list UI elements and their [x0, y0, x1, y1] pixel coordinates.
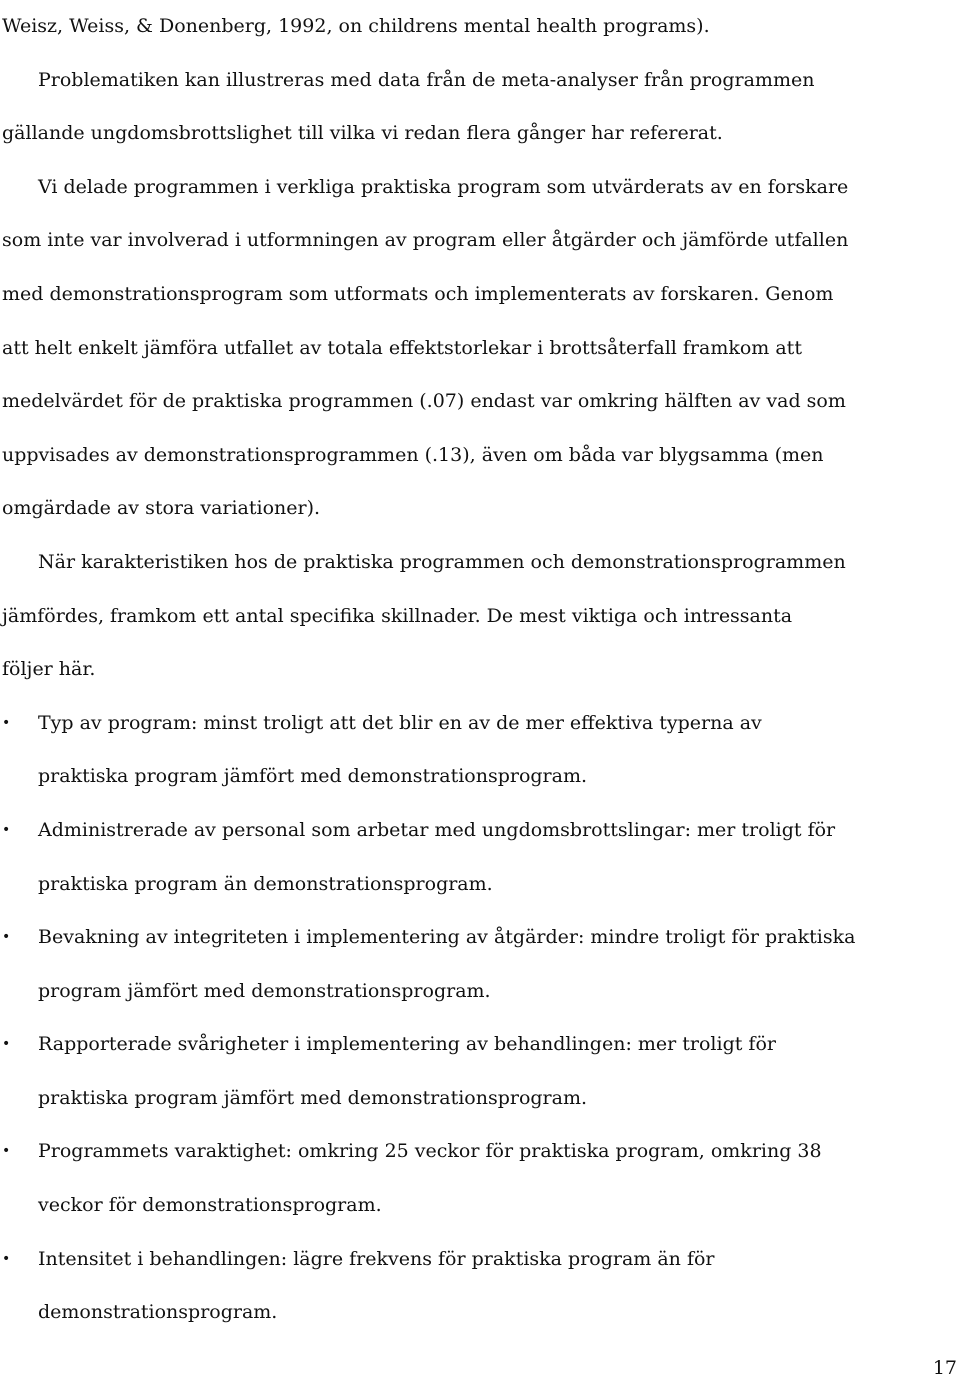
bullet-icon: •	[2, 1250, 11, 1267]
list-item-text: Intensitet i behandlingen: lägre frekvens för praktiska program än för	[38, 1247, 715, 1270]
list-item-line	[2, 750, 958, 804]
list-item	[2, 1233, 958, 1340]
list-item-line	[2, 1286, 958, 1340]
text-line: följer här.	[2, 658, 96, 681]
list-item-text: praktiska program jämfört med demonstrationsprogram.	[38, 1086, 588, 1109]
text-line: När karakteristiken hos de praktiska programmen och demonstrationsprogrammen	[38, 550, 846, 573]
list-item-text: Typ av program: minst troligt att det blir en av de mer effektiva typerna av	[38, 711, 762, 734]
bullet-icon: •	[2, 1036, 11, 1053]
bullet-icon: •	[2, 714, 11, 731]
text-line: jämfördes, framkom ett antal specifika skillnader. De mest viktiga och intressanta	[2, 604, 793, 627]
list-item-text: Rapporterade svårigheter i implementering av behandlingen: mer troligt för	[38, 1033, 776, 1056]
list-item-text: program jämfört med demonstrationsprogram.	[38, 979, 491, 1002]
list-item-line	[2, 1233, 958, 1287]
text-line: med demonstrationsprogram som utformats och implementerats av forskaren. Genom	[2, 282, 834, 305]
list-item-text: Bevakning av integriteten i implementering av åtgärder: mindre troligt för praktiska	[38, 926, 856, 949]
list-item-text: demonstrationsprogram.	[38, 1301, 278, 1324]
list-item-text: veckor för demonstrationsprogram.	[38, 1194, 382, 1217]
list-item-line	[2, 1018, 958, 1072]
list-item-line	[2, 804, 958, 858]
list-item	[2, 697, 958, 804]
text-line: som inte var involverad i utformningen av program eller åtgärder och jämförde utfallen	[2, 229, 849, 252]
list-item-line	[2, 697, 958, 751]
list-item-text: praktiska program jämfört med demonstrationsprogram.	[38, 765, 588, 788]
list-item-line	[2, 1179, 958, 1233]
bullet-icon: •	[2, 821, 11, 838]
text-line: medelvärdet för de praktiska programmen (.07) endast var omkring hälften av vad som	[2, 390, 846, 413]
text-line: Problematiken kan illustreras med data från de meta-analyser från programmen	[38, 68, 815, 91]
bullet-list	[2, 697, 958, 1340]
list-item-text: Administrerade av personal som arbetar med ungdomsbrottslingar: mer troligt för	[38, 818, 836, 841]
list-item-line	[2, 1125, 958, 1179]
text-line: uppvisades av demonstrationsprogrammen (.13), även om båda var blygsamma (men	[2, 443, 824, 466]
page-number: 17	[932, 1357, 957, 1379]
list-item-line	[2, 1072, 958, 1126]
bullet-icon: •	[2, 929, 11, 946]
body-text	[2, 0, 958, 1340]
text-line: Weisz, Weiss, & Donenberg, 1992, on childrens mental health programs).	[2, 15, 710, 37]
list-item-line	[2, 911, 958, 965]
list-item-text: Programmets varaktighet: omkring 25 veckor för praktiska program, omkring 38	[38, 1140, 822, 1163]
bullet-icon: •	[2, 1143, 11, 1160]
text-line: omgärdade av stora variationer).	[2, 497, 321, 520]
list-item-text: praktiska program än demonstrationsprogram.	[38, 872, 493, 895]
list-item-line	[2, 965, 958, 1019]
list-item	[2, 1018, 958, 1125]
text-line: Vi delade programmen i verkliga praktiska program som utvärderats av en forskare	[38, 175, 849, 198]
list-item	[2, 1125, 958, 1232]
list-item	[2, 911, 958, 1018]
text-line: att helt enkelt jämföra utfallet av totala effektstorlekar i brottsåterfall framkom att	[2, 336, 802, 359]
paragraph-block	[2, 0, 958, 697]
text-line: gällande ungdomsbrottslighet till vilka vi redan flera gånger har refererat.	[2, 122, 723, 145]
list-item-line	[2, 858, 958, 912]
list-item	[2, 804, 958, 911]
